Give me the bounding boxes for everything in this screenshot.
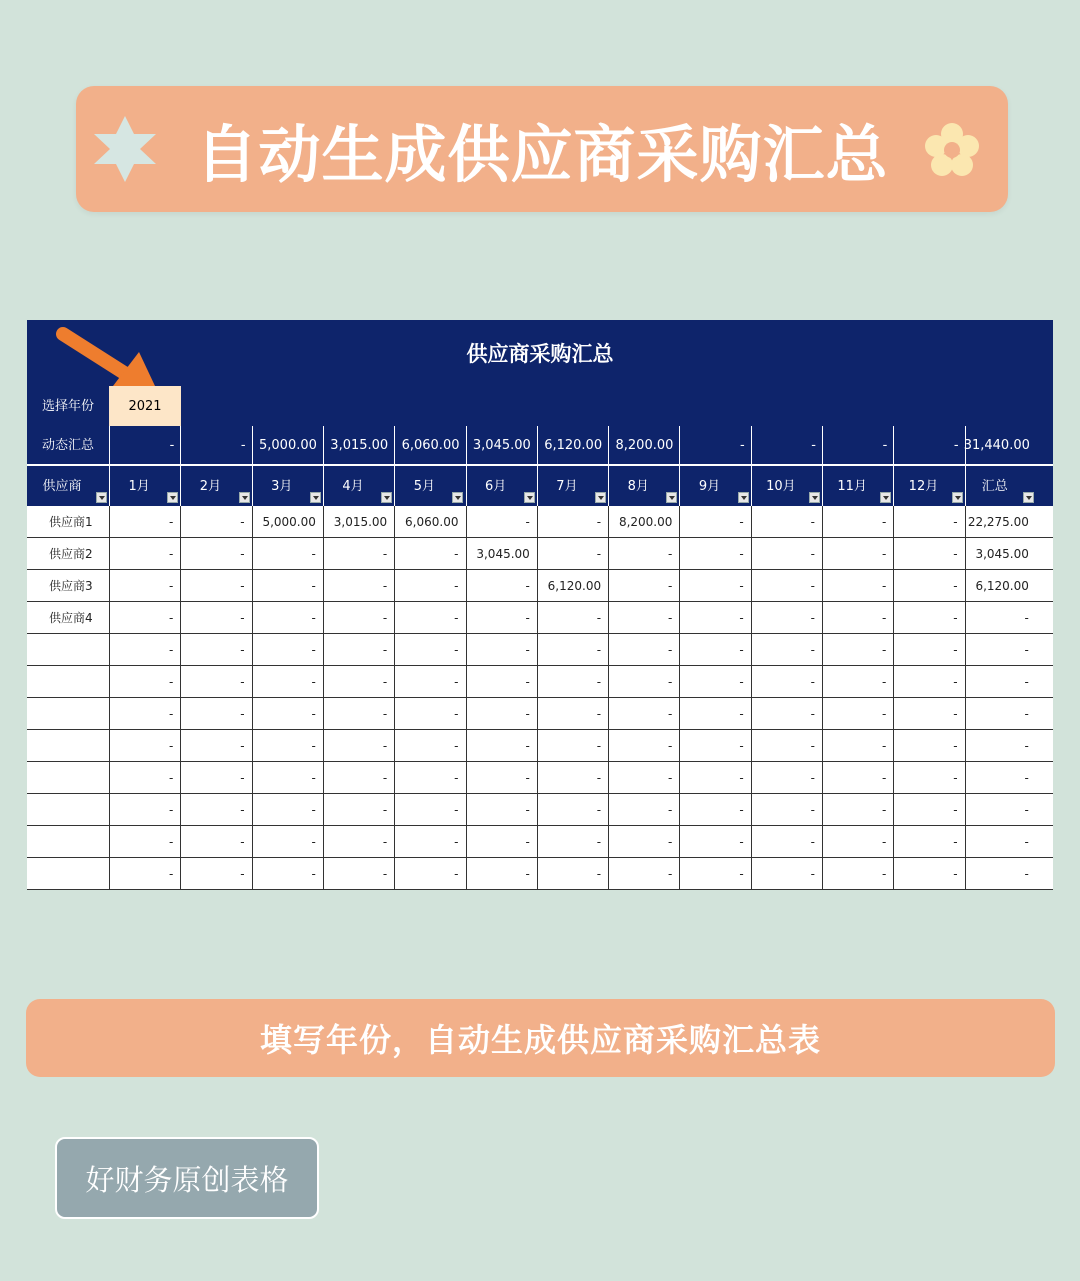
table-cell[interactable]: -	[109, 762, 180, 793]
table-cell[interactable]: 3,015.00	[323, 506, 394, 537]
dropdown-icon[interactable]	[666, 492, 677, 503]
dynamic-value: 3,015.00	[323, 426, 394, 464]
table-cell[interactable]: -	[965, 762, 1036, 793]
table-cell[interactable]: -	[323, 570, 394, 601]
dropdown-icon[interactable]	[452, 492, 463, 503]
table-row	[27, 826, 1053, 858]
supplier-name[interactable]	[27, 826, 109, 857]
dropdown-icon[interactable]	[952, 492, 963, 503]
table-cell[interactable]: -	[252, 570, 323, 601]
table-cell[interactable]: -	[608, 538, 679, 569]
table-cell[interactable]: -	[893, 602, 964, 633]
table-cell[interactable]: 6,120.00	[965, 570, 1036, 601]
table-cell[interactable]: 3,045.00	[965, 538, 1036, 569]
dropdown-icon[interactable]	[239, 492, 250, 503]
table-cell[interactable]: -	[466, 570, 537, 601]
table-cell[interactable]: 8,200.00	[608, 506, 679, 537]
column-header	[323, 466, 394, 506]
column-header	[180, 466, 251, 506]
table-cell[interactable]: -	[822, 762, 893, 793]
table-cell[interactable]: -	[466, 730, 537, 761]
table-row	[27, 794, 1053, 826]
dropdown-icon[interactable]	[96, 492, 107, 503]
table-cell[interactable]: 6,060.00	[394, 506, 465, 537]
table-cell[interactable]: -	[822, 666, 893, 697]
column-header	[822, 466, 893, 506]
table-cell[interactable]: -	[893, 666, 964, 697]
table-cell[interactable]: -	[537, 666, 608, 697]
table-cell[interactable]: -	[608, 762, 679, 793]
supplier-name[interactable]: 供应商1	[49, 515, 93, 529]
table-row	[27, 858, 1053, 890]
table-cell[interactable]: -	[394, 730, 465, 761]
column-header-label: 1月	[128, 478, 150, 494]
supplier-name[interactable]	[27, 762, 109, 793]
column-header-label: 7月	[556, 478, 578, 494]
table-cell[interactable]: -	[180, 762, 251, 793]
supplier-name[interactable]	[27, 666, 109, 697]
supplier-name[interactable]	[27, 698, 109, 729]
table-cell[interactable]: -	[822, 506, 893, 537]
column-header	[466, 466, 537, 506]
table-row	[27, 506, 1053, 538]
table-cell[interactable]: -	[679, 698, 750, 729]
table-cell[interactable]: -	[822, 570, 893, 601]
table-cell[interactable]: -	[323, 794, 394, 825]
supplier-name[interactable]: 供应商4	[49, 611, 93, 625]
table-cell[interactable]: -	[822, 602, 893, 633]
table-cell[interactable]: -	[537, 698, 608, 729]
table-cell[interactable]: -	[965, 634, 1036, 665]
table-cell[interactable]: 22,275.00	[965, 506, 1036, 537]
column-header-label: 10月	[766, 478, 796, 494]
column-header-label: 供应商	[42, 478, 82, 494]
dynamic-value: -	[109, 426, 180, 464]
table-row	[27, 634, 1053, 666]
dropdown-icon[interactable]	[595, 492, 606, 503]
column-header	[965, 466, 1036, 506]
dynamic-value: -	[751, 426, 822, 464]
header-row	[27, 466, 1053, 506]
table-cell[interactable]: -	[608, 634, 679, 665]
table-cell[interactable]: -	[537, 762, 608, 793]
table-cell[interactable]: -	[537, 506, 608, 537]
supplier-name[interactable]	[27, 794, 109, 825]
column-header-label: 3月	[271, 478, 293, 494]
supplier-name[interactable]	[27, 858, 109, 889]
arrow-icon	[55, 324, 165, 390]
table-cell[interactable]: -	[466, 698, 537, 729]
table-cell[interactable]: -	[822, 858, 893, 889]
table-cell[interactable]: -	[466, 794, 537, 825]
dropdown-icon[interactable]	[310, 492, 321, 503]
table-cell[interactable]: -	[323, 634, 394, 665]
dynamic-value: -	[679, 426, 750, 464]
table-cell[interactable]: -	[679, 666, 750, 697]
table-cell[interactable]: -	[180, 666, 251, 697]
supplier-name[interactable]: 供应商3	[49, 579, 93, 593]
column-header	[537, 466, 608, 506]
table-cell[interactable]: -	[394, 794, 465, 825]
dynamic-value: 3,045.00	[466, 426, 537, 464]
table-cell[interactable]: -	[394, 570, 465, 601]
table-cell[interactable]: -	[751, 634, 822, 665]
table-cell[interactable]: -	[180, 634, 251, 665]
table-cell[interactable]: -	[751, 666, 822, 697]
flower-icon	[924, 122, 980, 178]
dynamic-value: 5,000.00	[252, 426, 323, 464]
table-cell[interactable]: -	[608, 826, 679, 857]
table-cell[interactable]: -	[394, 762, 465, 793]
table-cell[interactable]: -	[965, 826, 1036, 857]
column-header-label: 汇总	[981, 478, 1008, 494]
table-cell[interactable]: 3,045.00	[466, 538, 537, 569]
dynamic-label: 动态汇总	[41, 437, 94, 453]
dynamic-value: 8,200.00	[608, 426, 679, 464]
table-cell[interactable]: -	[537, 826, 608, 857]
table-cell[interactable]: -	[323, 826, 394, 857]
dropdown-icon[interactable]	[809, 492, 820, 503]
table-cell[interactable]: -	[252, 730, 323, 761]
table-cell[interactable]: -	[466, 666, 537, 697]
table-cell[interactable]: -	[965, 858, 1036, 889]
table-cell[interactable]: -	[679, 570, 750, 601]
table-cell[interactable]: -	[965, 666, 1036, 697]
table-cell[interactable]: -	[822, 730, 893, 761]
table-cell[interactable]: -	[893, 826, 964, 857]
table-row	[27, 698, 1053, 730]
table-cell[interactable]: -	[252, 602, 323, 633]
dynamic-value: -	[180, 426, 251, 464]
table-cell[interactable]: -	[608, 602, 679, 633]
table-cell[interactable]: -	[252, 858, 323, 889]
table-cell[interactable]: -	[679, 826, 750, 857]
dropdown-icon[interactable]	[738, 492, 749, 503]
table-cell[interactable]: -	[323, 666, 394, 697]
table-cell[interactable]: -	[323, 762, 394, 793]
table-cell[interactable]: -	[679, 730, 750, 761]
dropdown-icon[interactable]	[381, 492, 392, 503]
table-cell[interactable]: -	[109, 826, 180, 857]
supplier-name[interactable]	[27, 634, 109, 665]
dynamic-summary-row	[27, 426, 1053, 464]
table-cell[interactable]: -	[679, 602, 750, 633]
table-cell[interactable]: -	[893, 762, 964, 793]
year-input[interactable]: 2021	[109, 386, 181, 426]
table-cell[interactable]: -	[394, 538, 465, 569]
year-row	[27, 386, 1053, 426]
table-cell[interactable]: -	[252, 634, 323, 665]
table-cell[interactable]: -	[109, 506, 180, 537]
table-cell[interactable]: -	[394, 602, 465, 633]
table-cell[interactable]: -	[109, 858, 180, 889]
column-header-label: 2月	[199, 478, 222, 494]
dynamic-value: 6,120.00	[537, 426, 608, 464]
spreadsheet	[27, 320, 1053, 890]
table-cell[interactable]: -	[893, 794, 964, 825]
table-cell[interactable]: -	[537, 794, 608, 825]
table-cell[interactable]: -	[893, 858, 964, 889]
dropdown-icon[interactable]	[524, 492, 535, 503]
table-cell[interactable]: -	[965, 698, 1036, 729]
table-cell[interactable]: -	[751, 762, 822, 793]
table-cell[interactable]: -	[679, 634, 750, 665]
table-row	[27, 666, 1053, 698]
table-cell[interactable]: -	[822, 538, 893, 569]
table-cell[interactable]: -	[822, 826, 893, 857]
table-cell[interactable]: -	[893, 538, 964, 569]
table-cell[interactable]: -	[679, 506, 750, 537]
table-cell[interactable]: -	[180, 698, 251, 729]
table-cell[interactable]: -	[323, 858, 394, 889]
table-cell[interactable]: -	[180, 826, 251, 857]
column-header	[27, 466, 109, 506]
table-cell[interactable]: -	[537, 634, 608, 665]
table-cell[interactable]: -	[679, 794, 750, 825]
table-cell[interactable]: -	[109, 538, 180, 569]
dropdown-icon[interactable]	[167, 492, 178, 503]
table-cell[interactable]: -	[537, 602, 608, 633]
column-header-label: 8月	[627, 478, 649, 494]
table-cell[interactable]: -	[965, 602, 1036, 633]
column-header	[109, 466, 180, 506]
table-cell[interactable]: -	[751, 858, 822, 889]
table-cell[interactable]: -	[751, 698, 822, 729]
column-header	[893, 466, 964, 506]
table-cell[interactable]: -	[180, 602, 251, 633]
column-header-label: 5月	[413, 478, 435, 494]
supplier-name[interactable]	[27, 730, 109, 761]
table-cell[interactable]: -	[323, 538, 394, 569]
table-cell[interactable]: 5,000.00	[252, 506, 323, 537]
banner-title: 自动生成供应商采购汇总	[195, 117, 889, 191]
table-cell[interactable]: -	[109, 634, 180, 665]
table-cell[interactable]: -	[537, 858, 608, 889]
column-header	[608, 466, 679, 506]
table-cell[interactable]: -	[394, 826, 465, 857]
column-header-label: 11月	[837, 478, 867, 494]
table-cell[interactable]: -	[608, 666, 679, 697]
table-cell[interactable]: -	[323, 602, 394, 633]
table-cell[interactable]: -	[822, 794, 893, 825]
sheet-header	[27, 320, 1053, 386]
table-cell[interactable]: -	[466, 634, 537, 665]
table-cell[interactable]: -	[751, 570, 822, 601]
table-cell[interactable]: -	[965, 730, 1036, 761]
column-header-label: 6月	[485, 478, 507, 494]
table-cell[interactable]: -	[751, 602, 822, 633]
table-row	[27, 538, 1053, 570]
table-row	[27, 602, 1053, 634]
table-cell[interactable]: -	[466, 506, 537, 537]
dynamic-value: 6,060.00	[394, 426, 465, 464]
table-row	[27, 570, 1053, 602]
table-cell[interactable]: -	[965, 794, 1036, 825]
table-row	[27, 730, 1053, 762]
table-cell[interactable]: -	[109, 602, 180, 633]
table-cell[interactable]: -	[180, 730, 251, 761]
table-cell[interactable]: -	[252, 698, 323, 729]
title-banner	[76, 86, 1008, 212]
table-cell[interactable]: -	[608, 730, 679, 761]
table-cell[interactable]: -	[608, 698, 679, 729]
table-cell[interactable]: -	[751, 730, 822, 761]
table-cell[interactable]: -	[466, 762, 537, 793]
table-cell[interactable]: -	[893, 506, 964, 537]
table-cell[interactable]: -	[180, 506, 251, 537]
table-cell[interactable]: -	[252, 826, 323, 857]
table-cell[interactable]: -	[180, 794, 251, 825]
table-cell[interactable]: -	[394, 698, 465, 729]
supplier-name[interactable]: 供应商2	[49, 547, 93, 561]
column-header	[679, 466, 750, 506]
table-cell[interactable]: -	[252, 538, 323, 569]
table-row	[27, 762, 1053, 794]
table-cell[interactable]: -	[466, 858, 537, 889]
table-cell[interactable]: -	[180, 570, 251, 601]
table-cell[interactable]: -	[323, 730, 394, 761]
dynamic-value: -	[822, 426, 893, 464]
table-cell[interactable]: -	[822, 698, 893, 729]
dropdown-icon[interactable]	[880, 492, 891, 503]
column-header	[394, 466, 465, 506]
table-cell[interactable]: -	[537, 730, 608, 761]
table-cell[interactable]: -	[893, 570, 964, 601]
table-cell[interactable]: -	[608, 858, 679, 889]
table-cell[interactable]: -	[679, 858, 750, 889]
table-cell[interactable]: -	[252, 666, 323, 697]
caption-banner: 填写年份，自动生成供应商采购汇总表	[26, 999, 1055, 1077]
table-cell[interactable]: -	[394, 634, 465, 665]
year-label: 选择年份	[41, 398, 94, 414]
table-cell[interactable]: -	[323, 698, 394, 729]
sheet-title: 供应商采购汇总	[466, 342, 614, 366]
column-header-label: 12月	[908, 478, 939, 494]
table-cell[interactable]: -	[252, 794, 323, 825]
table-cell[interactable]: -	[893, 730, 964, 761]
table-cell[interactable]: -	[109, 570, 180, 601]
table-cell[interactable]: -	[608, 794, 679, 825]
table-cell[interactable]: -	[466, 826, 537, 857]
table-cell[interactable]: -	[751, 794, 822, 825]
table-cell[interactable]: -	[394, 858, 465, 889]
table-cell[interactable]: -	[109, 730, 180, 761]
table-cell[interactable]: -	[893, 698, 964, 729]
table-cell[interactable]: -	[751, 538, 822, 569]
column-header	[751, 466, 822, 506]
table-cell[interactable]: -	[109, 698, 180, 729]
table-cell[interactable]: -	[822, 634, 893, 665]
table-cell[interactable]: -	[679, 762, 750, 793]
table-cell[interactable]: -	[180, 858, 251, 889]
table-cell[interactable]: -	[679, 538, 750, 569]
table-cell[interactable]: 6,120.00	[537, 570, 608, 601]
table-cell[interactable]: -	[466, 602, 537, 633]
table-cell[interactable]: -	[893, 634, 964, 665]
table-cell[interactable]: -	[751, 826, 822, 857]
table-cell[interactable]: -	[751, 506, 822, 537]
table-cell[interactable]: -	[608, 570, 679, 601]
column-header-label: 4月	[342, 478, 364, 494]
table-cell[interactable]: -	[537, 538, 608, 569]
table-cell[interactable]: -	[252, 762, 323, 793]
dynamic-value: -	[893, 426, 964, 464]
dropdown-icon[interactable]	[1023, 492, 1034, 503]
table-cell[interactable]: -	[180, 538, 251, 569]
dynamic-value: 31,440.00	[965, 426, 1036, 464]
column-header-label: 9月	[698, 478, 721, 494]
table-cell[interactable]: -	[394, 666, 465, 697]
table-cell[interactable]: -	[109, 666, 180, 697]
brand-label: 好财务原创表格	[55, 1137, 319, 1219]
column-header	[252, 466, 323, 506]
table-cell[interactable]: -	[109, 794, 180, 825]
